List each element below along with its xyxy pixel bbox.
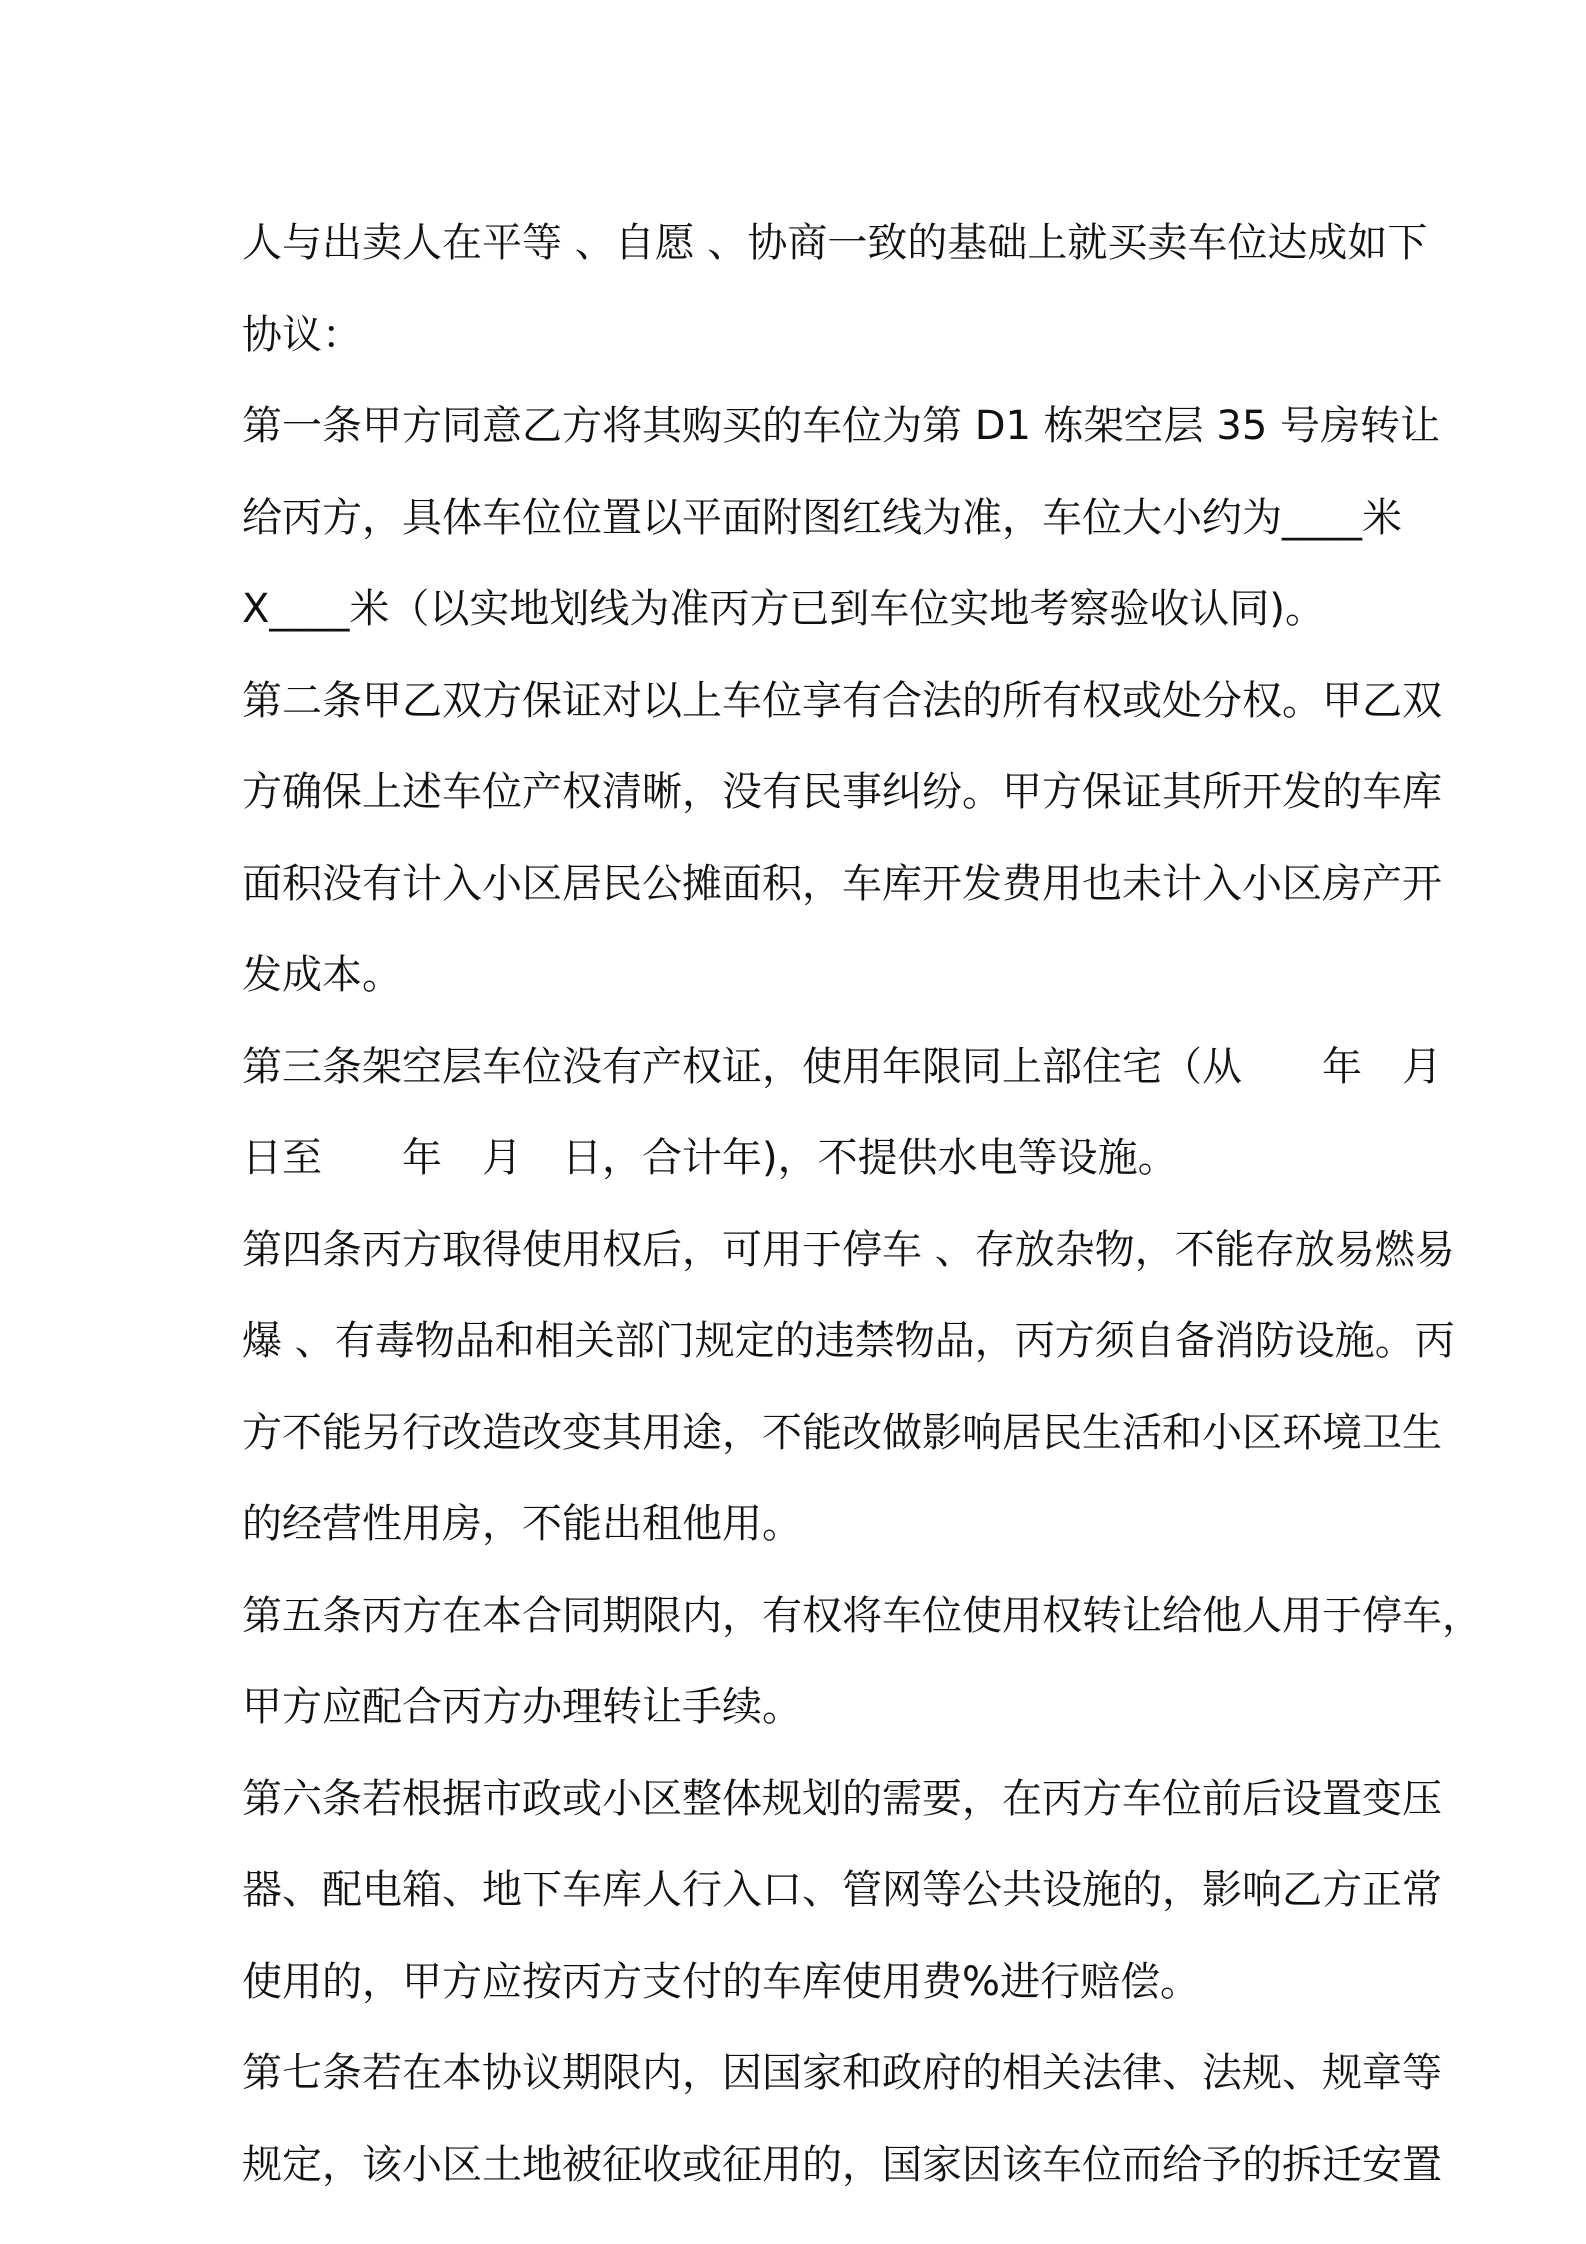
- text-line: 的经营性用房，不能出租他用。: [242, 1501, 802, 1547]
- text-line: 使用的，甲方应按丙方支付的车库使用费%进行赔偿。: [242, 1958, 1201, 2005]
- text-line: 协议：: [242, 311, 362, 358]
- text-line: 给丙方，具体车位位置以平面附图红线为准，车位大小约为____米: [242, 494, 1402, 541]
- text-line: 第七条若在本协议期限内，因国家和政府的相关法律、法规、规章等: [242, 2050, 1442, 2096]
- text-line: 发成本。: [242, 952, 402, 998]
- text-line: 甲方应配合丙方办理转让手续。: [242, 1684, 802, 1730]
- text-line: 器、配电箱、地下车库人行入口、管网等公共设施的，影响乙方正常: [242, 1867, 1442, 1913]
- document-body: [242, 198, 1482, 2211]
- text-line: 日至 年 月 日，合计年)，不提供水电等设施。: [242, 1135, 1178, 1181]
- text-line: 第三条架空层车位没有产权证，使用年限同上部住宅（从 年 月: [242, 1043, 1442, 1090]
- text-line: 规定，该小区土地被征收或征用的，国家因该车位而给予的拆迁安置: [242, 2141, 1442, 2188]
- text-line: 方确保上述车位产权清晰，没有民事纠纷。甲方保证其所开发的车库: [242, 769, 1442, 815]
- text-line: 人与出卖人在平等 、自愿 、协商一致的基础上就买卖车位达成如下: [242, 220, 1428, 266]
- text-line: 第四条丙方取得使用权后，可用于停车 、存放杂物，不能存放易燃易: [242, 1226, 1455, 1273]
- text-line: 第一条甲方同意乙方将其购买的车位为第 D1 栋架空层 35 号房转让: [242, 403, 1441, 449]
- text-line: X____米（以实地划线为准丙方已到车位实地考察验收认同)。: [242, 586, 1326, 632]
- text-line: 爆 、有毒物品和相关部门规定的违禁物品，丙方须自备消防设施。丙: [242, 1318, 1455, 1364]
- text-line: 第五条丙方在本合同期限内，有权将车位使用权转让给他人用于停车，: [242, 1592, 1482, 1639]
- text-line: 第二条甲乙双方保证对以上车位享有合法的所有权或处分权。甲乙双: [242, 677, 1442, 724]
- text-line: 面积没有计入小区居民公摊面积，车库开发费用也未计入小区房产开: [242, 860, 1442, 907]
- text-line: 方不能另行改造改变其用途，不能改做影响居民生活和小区环境卫生: [242, 1409, 1442, 1456]
- text-line: 第六条若根据市政或小区整体规划的需要，在丙方车位前后设置变压: [242, 1775, 1442, 1822]
